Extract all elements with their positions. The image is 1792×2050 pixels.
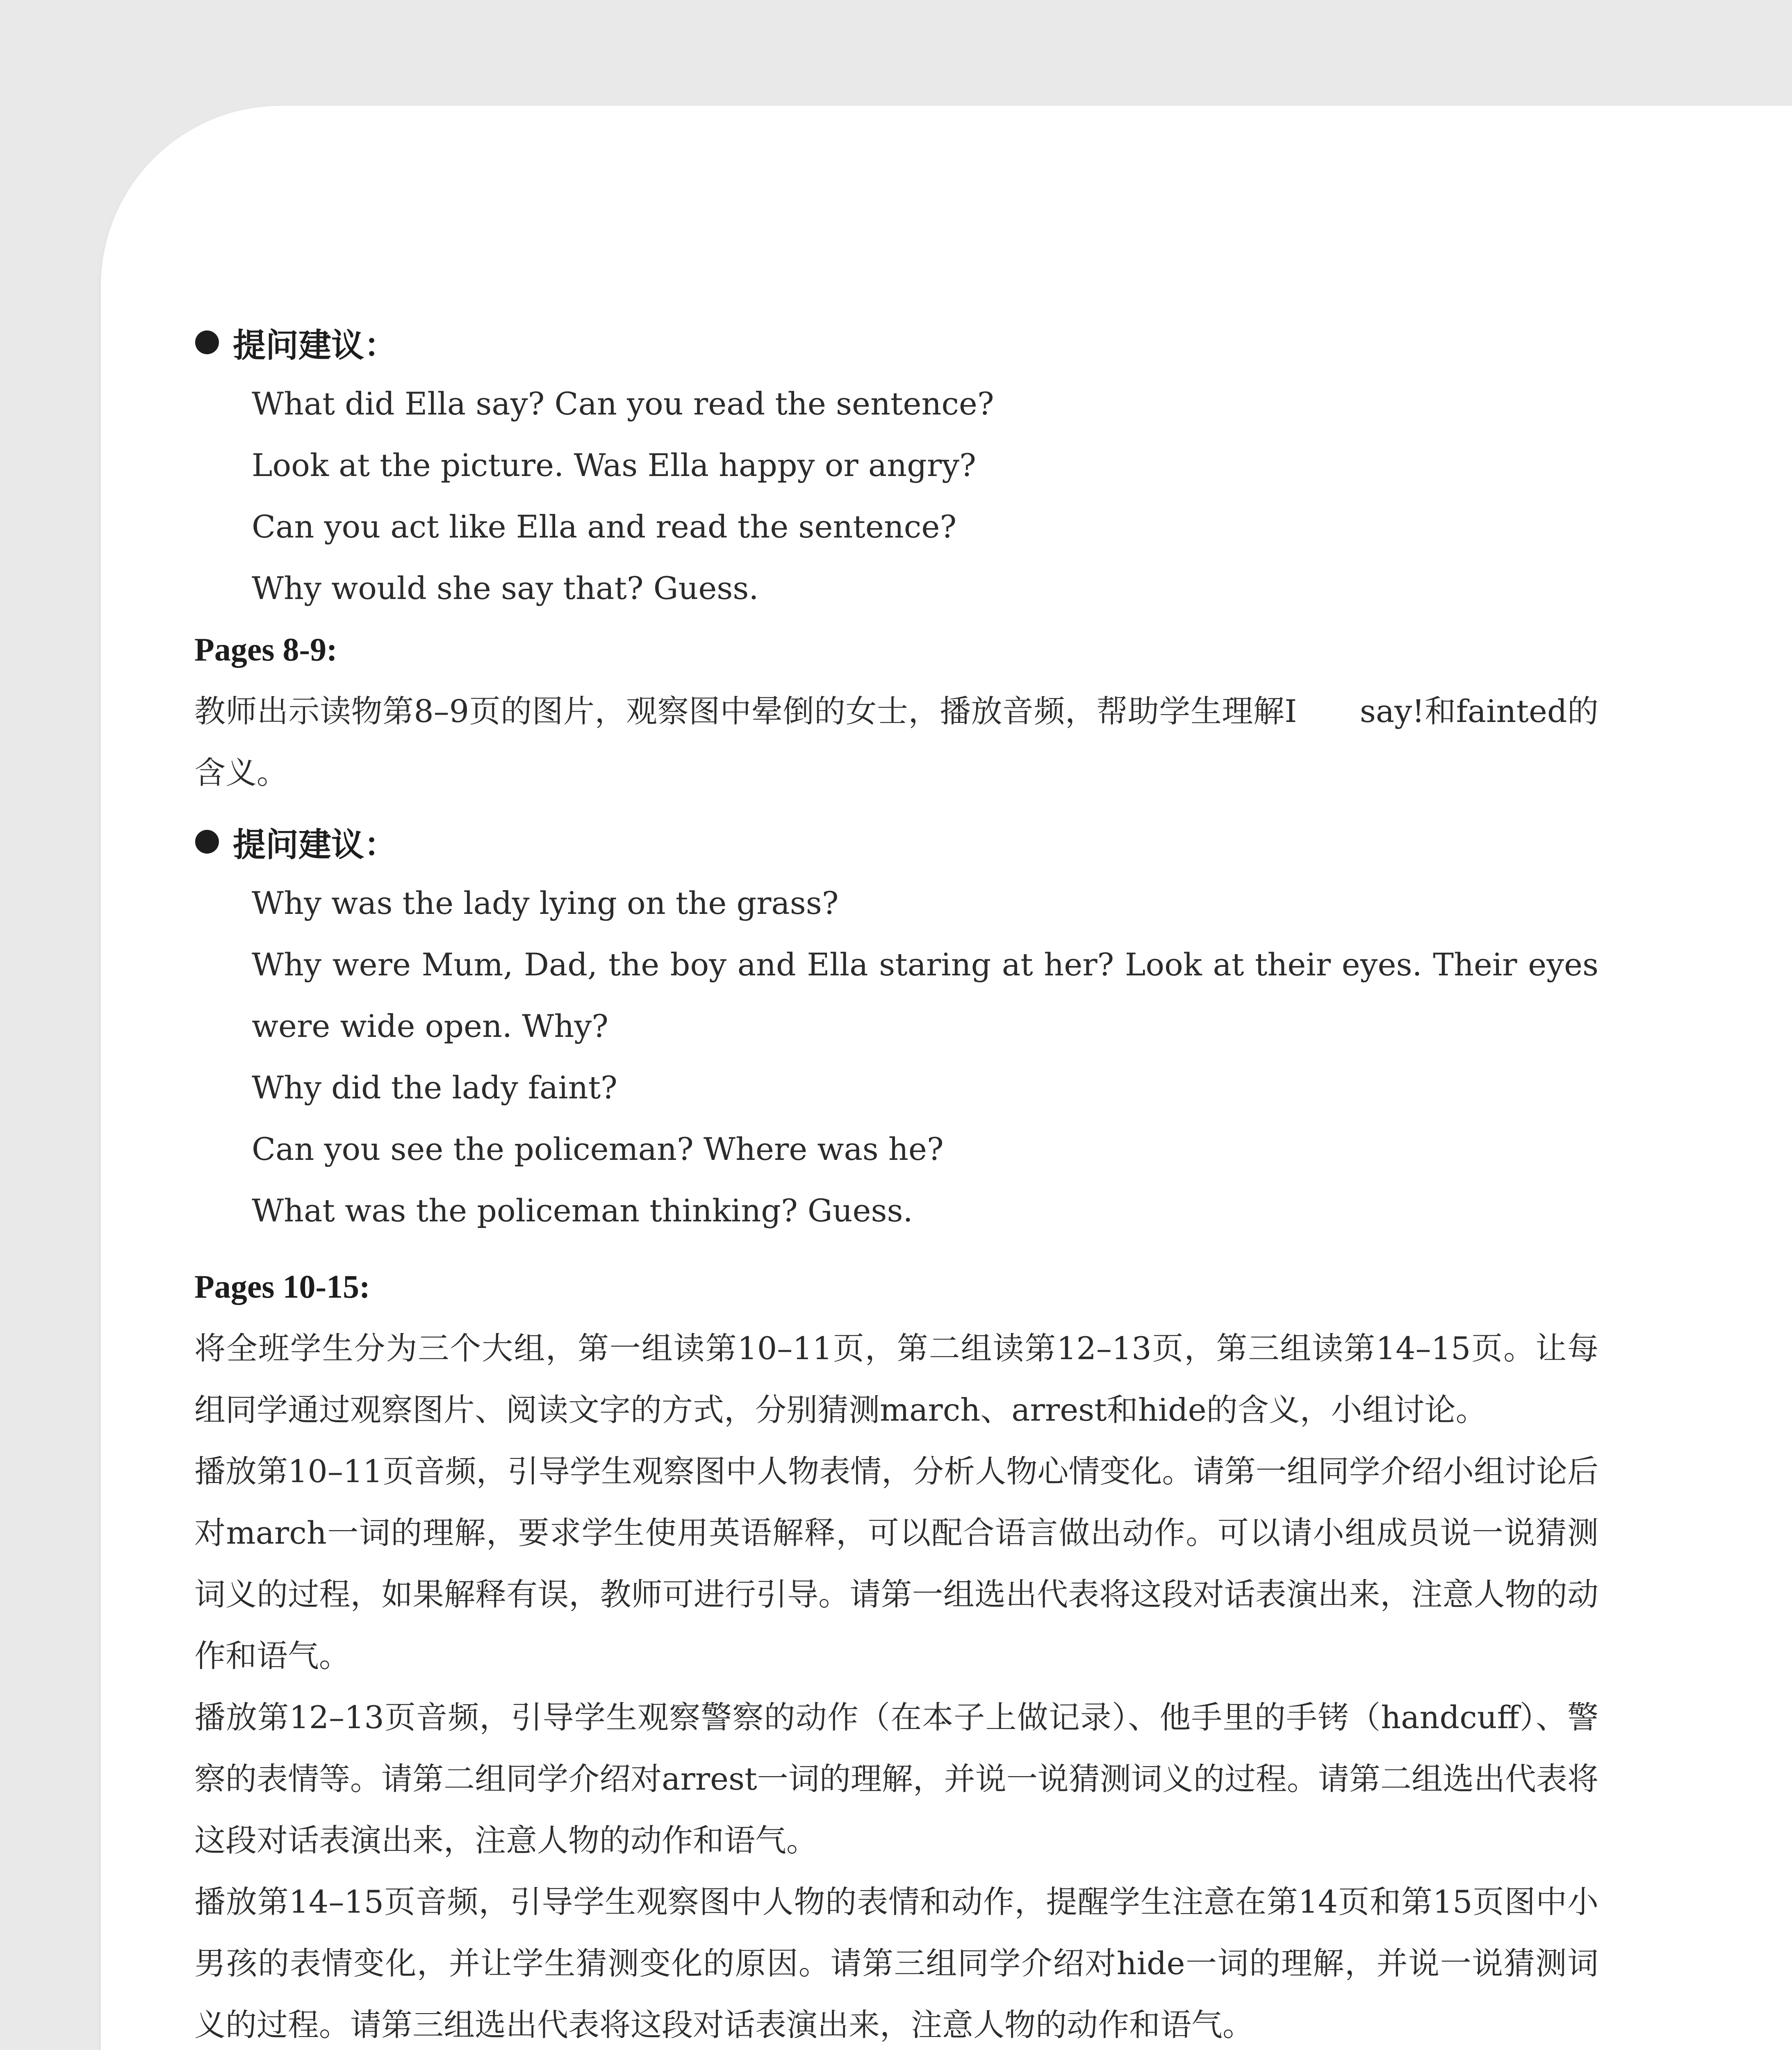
heading-text: 提问建议： <box>233 825 397 864</box>
bullet-dot-icon <box>195 330 219 354</box>
paragraph: 将全班学生分为三个大组，第一组读第10–11页，第二组读第12–13页，第三组读第14–15页。让每组同学通过观察图片、阅读文字的方式，分别猜测march、arrest和hide的含义，小组讨论。 <box>194 1330 1598 1428</box>
section-heading <box>194 811 1598 872</box>
paragraph: 播放第14–15页音频，引导学生观察图中人物的表情和动作，提醒学生注意在第14页和第15页图中小男孩的表情变化，并让学生猜测变化的原因。请第三组同学介绍对hide一词的理解，并说一说猜测词义的过程。请第三组选出代表将这段对话表演出来，注意人物的动作和语气。 <box>194 1884 1598 2043</box>
pages-title: Pages 10-15: <box>194 1269 370 1305</box>
paragraph: 播放第12–13页音频，引导学生观察警察的动作（在本子上做记录）、他手里的手铐（handcuff）、警察的表情等。请第二组同学介绍对arrest一词的理解，并说一说猜测词义的过程。请第二组选出代表将这段对话表演出来，注意人物的动作和语气。 <box>194 1699 1598 1859</box>
question-line: What did Ella say? Can you read the sentence? <box>252 385 994 422</box>
question-line: Why did the lady faint? <box>252 1069 617 1106</box>
page-content <box>194 312 1598 2050</box>
question-line: What was the policeman thinking? Guess. <box>252 1192 913 1229</box>
paragraph: 播放第10–11页音频，引导学生观察图中人物表情，分析人物心情变化。请第一组同学介绍小组讨论后对march一词的理解，要求学生使用英语解释，可以配合语言做出动作。可以请小组成员说一说猜测词义的过程，如果解释有误，教师可进行引导。请第一组选出代表将这段对话表演出来，注意人物的动作和语气。 <box>194 1453 1598 1674</box>
question-line: Can you act like Ella and read the sentence? <box>252 508 957 545</box>
question-line: Why were Mum, Dad, the boy and Ella staring at her? Look at their eyes. Their eyes were wide open. Why? <box>252 946 1598 1044</box>
question-line: Why was the lady lying on the grass? <box>252 885 839 921</box>
pages-title: Pages 8-9: <box>194 632 337 668</box>
section-heading <box>194 312 1598 373</box>
question-line: Look at the picture. Was Ella happy or angry? <box>252 447 976 483</box>
paragraph: 教师出示读物第8–9页的图片，观察图中晕倒的女士，播放音频，帮助学生理解I say!和fainted的含义。 <box>194 693 1598 791</box>
heading-text: 提问建议： <box>233 326 397 364</box>
question-line: Can you see the policeman? Where was he? <box>252 1131 944 1167</box>
bullet-dot-icon <box>195 830 219 854</box>
question-line: Why would she say that? Guess. <box>252 570 759 606</box>
